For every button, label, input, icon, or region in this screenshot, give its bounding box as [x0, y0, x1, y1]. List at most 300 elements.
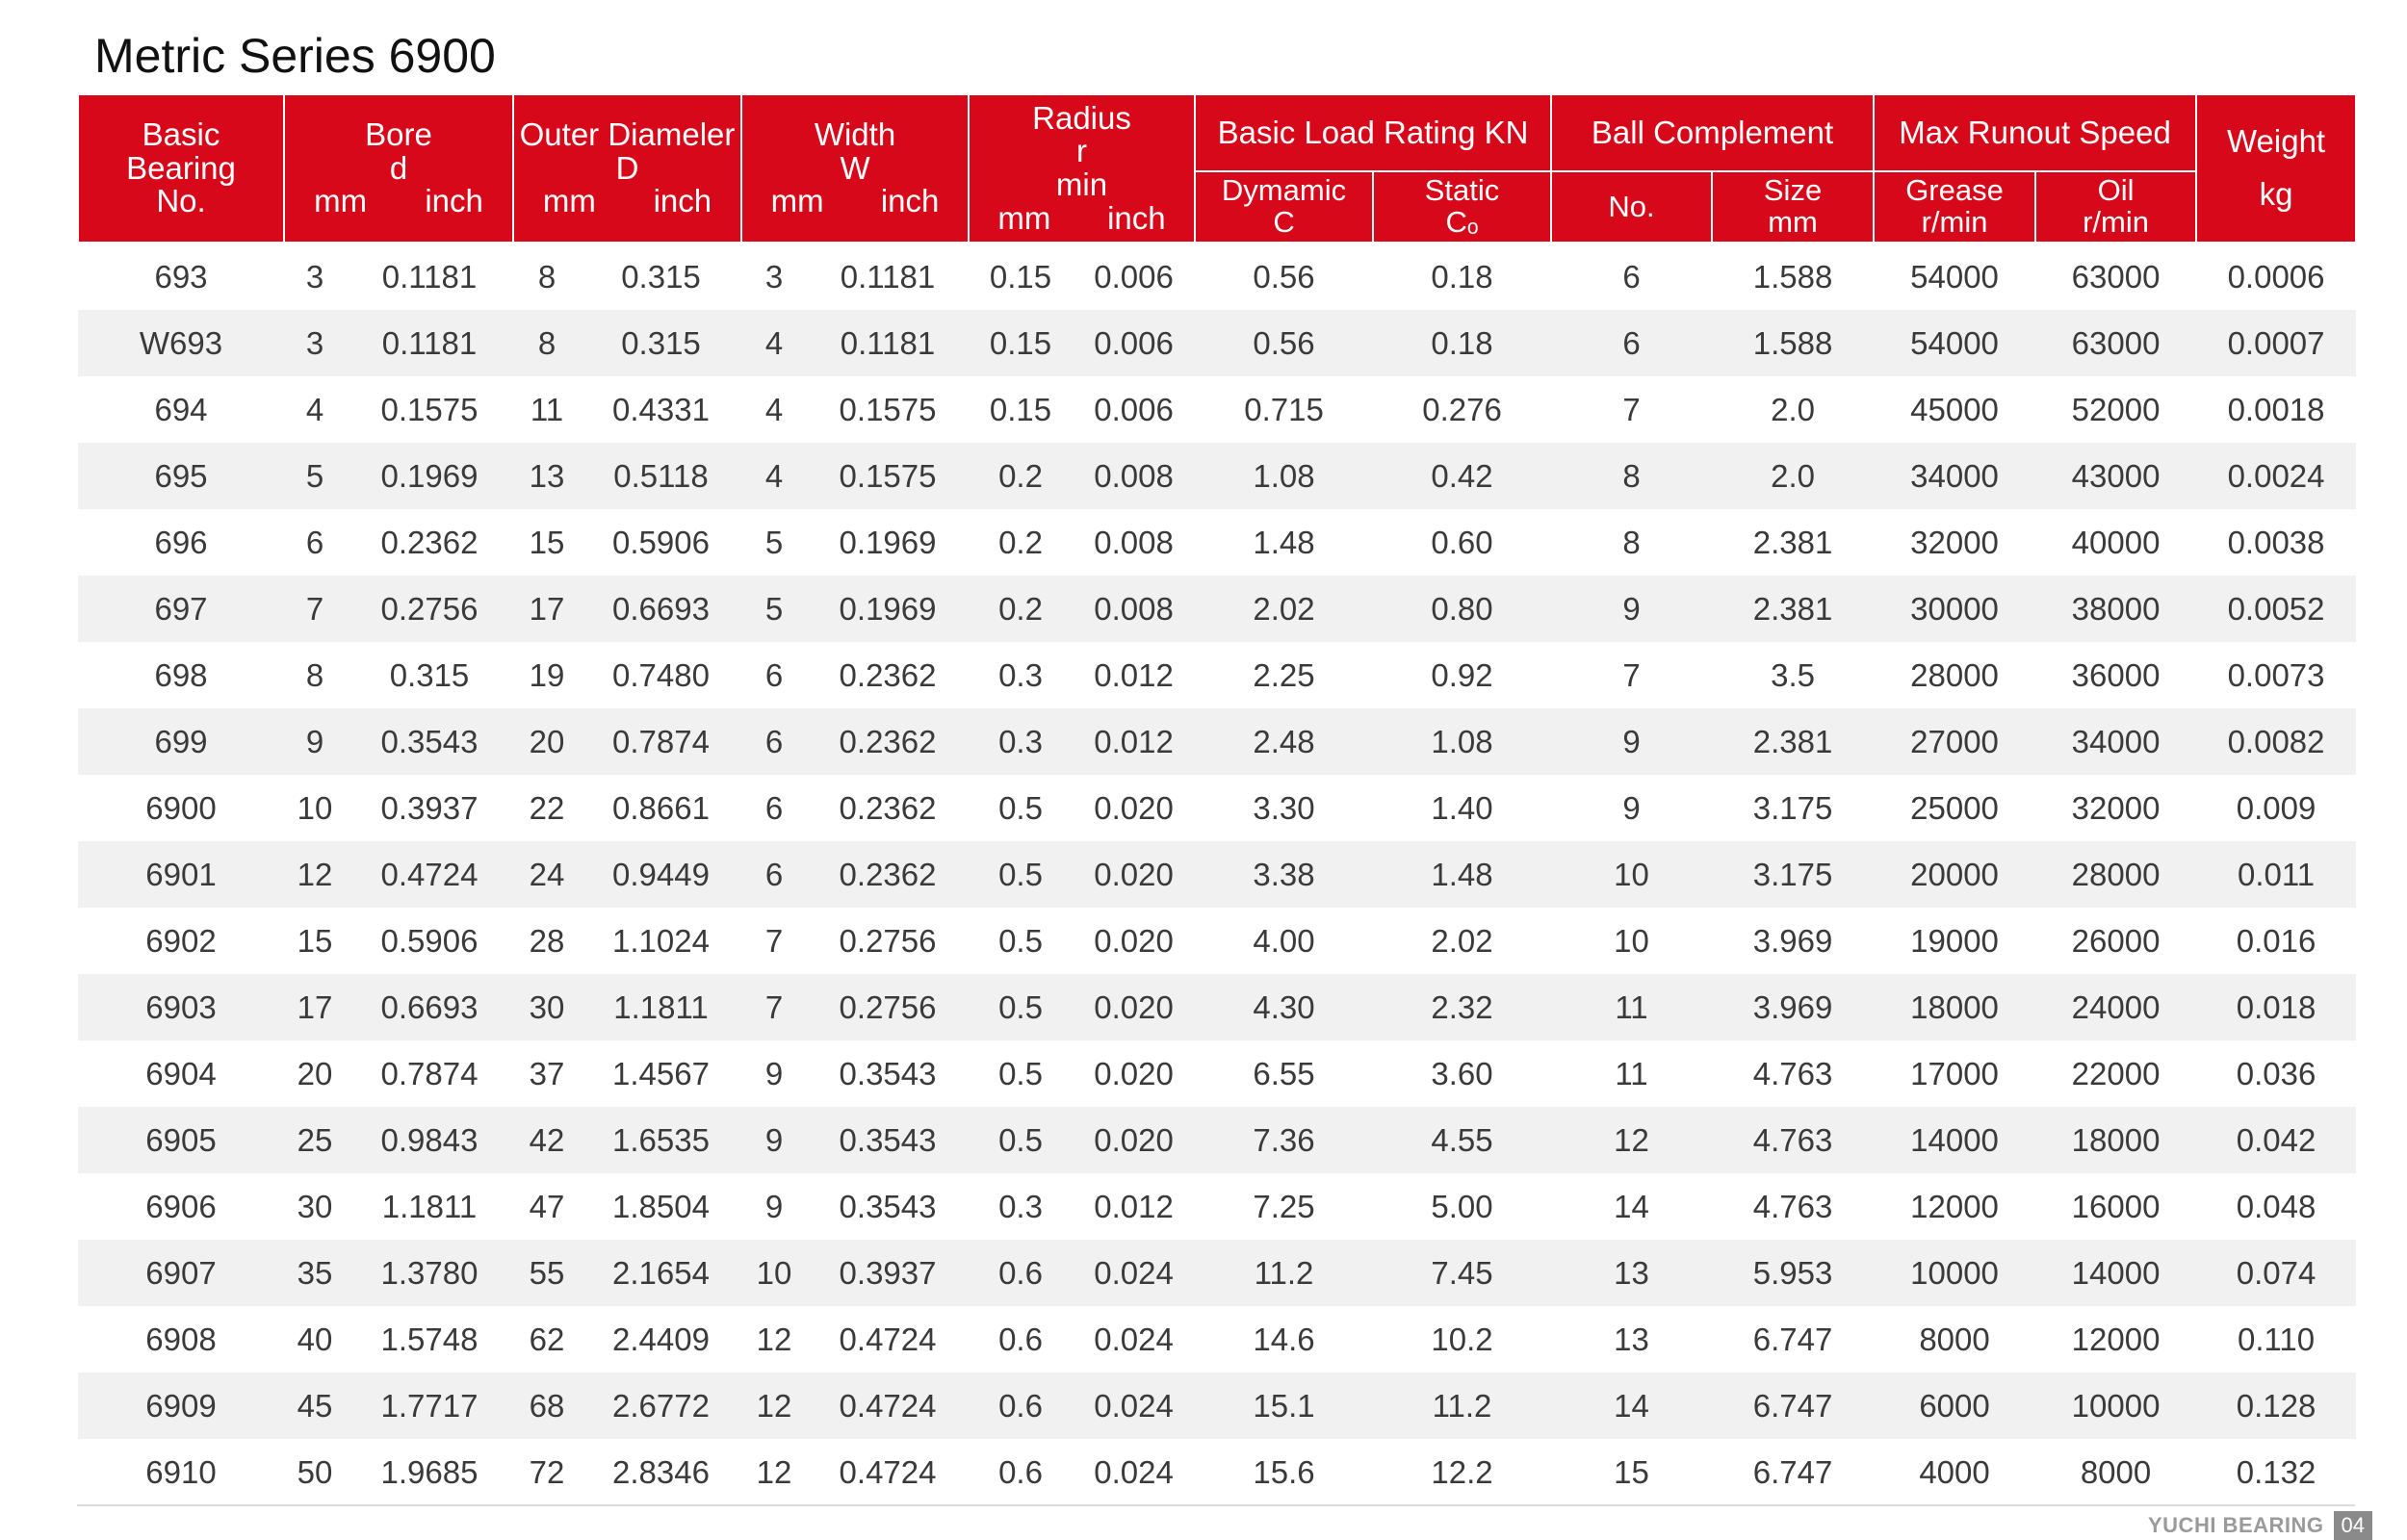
cell-oil-speed: 32000	[2071, 789, 2161, 826]
cell-radius-inch: 0.020	[1094, 1055, 1174, 1091]
cell-grease-speed: 27000	[1874, 708, 2035, 775]
cell-dynamic-load: 15.6	[1253, 1453, 1315, 1490]
cell-radius-inch: 0.024	[1073, 1373, 1195, 1439]
cell-dynamic-load: 6.55	[1253, 1055, 1315, 1091]
cell-grease-speed: 18000	[1874, 974, 2035, 1040]
cell-outer-mm: 68	[513, 1373, 581, 1439]
cell-width-mm: 4	[764, 391, 784, 427]
cell-outer-mm: 24	[513, 841, 581, 908]
cell-ball-count: 6	[1551, 310, 1712, 376]
cell-bore-mm: 9	[284, 708, 346, 775]
cell-bearing-no: 6908	[145, 1321, 217, 1357]
cell-oil-speed: 22000	[2071, 1055, 2161, 1091]
header-max-speed: Max Runout Speed	[1874, 94, 2196, 171]
cell-grease-speed: 19000	[1910, 922, 1999, 959]
cell-oil-speed: 18000	[2035, 1107, 2196, 1173]
cell-static-load: 7.45	[1373, 1240, 1551, 1306]
cell-outer-inch: 2.6772	[581, 1373, 741, 1439]
cell-dynamic-load: 15.1	[1195, 1373, 1373, 1439]
cell-grease-speed: 28000	[1910, 656, 1999, 693]
cell-outer-inch: 0.315	[581, 310, 741, 376]
cell-outer-mm: 13	[513, 443, 581, 509]
cell-radius-inch: 0.020	[1073, 841, 1195, 908]
cell-grease-speed: 12000	[1910, 1188, 1999, 1224]
cell-oil-speed: 8000	[2080, 1453, 2152, 1490]
cell-grease-speed: 30000	[1874, 576, 2035, 642]
cell-bore-mm: 50	[297, 1453, 333, 1490]
header-dynamic: Dymamic C	[1195, 171, 1373, 243]
cell-bore-inch: 0.1181	[346, 310, 513, 376]
cell-outer-mm: 22	[529, 789, 565, 826]
table-row	[78, 1306, 2356, 1373]
cell-bore-mm: 15	[297, 922, 333, 959]
cell-bore-mm: 35	[284, 1240, 346, 1306]
cell-outer-mm: 8	[537, 258, 556, 295]
cell-grease-speed: 45000	[1910, 391, 1999, 427]
cell-width-inch: 0.1181	[807, 310, 969, 376]
cell-width-inch: 0.1969	[839, 524, 937, 560]
cell-weight: 0.011	[2196, 841, 2356, 908]
cell-width-inch: 0.2362	[839, 789, 937, 826]
cell-ball-count: 14	[1551, 1373, 1712, 1439]
cell-width-mm: 12	[741, 1373, 807, 1439]
cell-bore-mm: 10	[297, 789, 333, 826]
cell-static-load: 2.32	[1373, 974, 1551, 1040]
cell-radius-inch: 0.008	[1094, 524, 1174, 560]
cell-outer-inch: 0.4331	[612, 391, 710, 427]
table-row	[78, 1107, 2356, 1173]
cell-bore-inch: 0.1969	[346, 443, 513, 509]
cell-weight: 0.110	[2237, 1321, 2316, 1357]
cell-oil-speed: 36000	[2071, 656, 2161, 693]
header-basic-bearing: Basic Bearing No.	[78, 94, 284, 243]
cell-bore-mm: 12	[284, 841, 346, 908]
cell-bore-inch: 1.1811	[381, 1188, 478, 1224]
cell-width-inch: 0.2756	[839, 922, 937, 959]
cell-dynamic-load: 4.00	[1253, 922, 1315, 959]
cell-radius-mm: 0.2	[969, 443, 1073, 509]
cell-ball-size: 2.381	[1712, 708, 1874, 775]
cell-static-load: 0.18	[1373, 310, 1551, 376]
cell-ball-size: 3.969	[1752, 922, 1833, 959]
table-row	[78, 310, 2356, 376]
table-row	[78, 642, 2356, 708]
table-row	[78, 576, 2356, 642]
cell-width-inch: 0.2756	[807, 974, 969, 1040]
cell-radius-inch: 0.020	[1094, 922, 1174, 959]
cell-static-load: 1.48	[1373, 841, 1551, 908]
header-outer-diameter: Outer Diameler D mm inch	[513, 94, 741, 243]
cell-bearing-no: 697	[78, 576, 284, 642]
header-static: Static Cₒ	[1373, 171, 1551, 243]
cell-oil-speed: 16000	[2071, 1188, 2161, 1224]
cell-outer-mm: 55	[513, 1240, 581, 1306]
cell-bearing-no: 6909	[78, 1373, 284, 1439]
cell-weight: 0.128	[2196, 1373, 2356, 1439]
cell-outer-mm: 11	[530, 391, 564, 427]
cell-width-inch: 0.4724	[839, 1453, 937, 1490]
cell-width-mm: 6	[741, 708, 807, 775]
cell-ball-count: 7	[1622, 391, 1641, 427]
cell-outer-mm: 20	[513, 708, 581, 775]
cell-width-inch: 0.2362	[807, 841, 969, 908]
cell-radius-mm: 0.15	[989, 391, 1052, 427]
cell-outer-inch: 0.5118	[581, 443, 741, 509]
cell-radius-inch: 0.020	[1073, 974, 1195, 1040]
cell-outer-mm: 15	[529, 524, 565, 560]
cell-ball-size: 1.588	[1712, 310, 1874, 376]
cell-ball-count: 9	[1551, 708, 1712, 775]
cell-oil-speed: 26000	[2071, 922, 2161, 959]
cell-width-inch: 0.1575	[807, 443, 969, 509]
cell-ball-size: 6.747	[1712, 1373, 1874, 1439]
cell-outer-inch: 1.6535	[581, 1107, 741, 1173]
cell-radius-inch: 0.006	[1094, 391, 1174, 427]
cell-bore-mm: 8	[305, 656, 324, 693]
cell-oil-speed: 28000	[2035, 841, 2196, 908]
header-ball-size: Size mm	[1712, 171, 1874, 243]
cell-bearing-no: 695	[78, 443, 284, 509]
cell-bore-mm: 7	[284, 576, 346, 642]
cell-radius-mm: 0.15	[969, 310, 1073, 376]
cell-oil-speed: 10000	[2035, 1373, 2196, 1439]
cell-oil-speed: 34000	[2035, 708, 2196, 775]
cell-dynamic-load: 11.2	[1195, 1240, 1373, 1306]
cell-ball-count: 8	[1622, 524, 1641, 560]
cell-grease-speed: 10000	[1874, 1240, 2035, 1306]
cell-ball-size: 3.5	[1771, 656, 1815, 693]
cell-ball-size: 5.953	[1712, 1240, 1874, 1306]
cell-weight: 0.048	[2236, 1188, 2316, 1224]
cell-ball-count: 11	[1615, 1055, 1648, 1091]
cell-width-inch: 0.1575	[839, 391, 937, 427]
cell-radius-inch: 0.020	[1073, 1107, 1195, 1173]
cell-bearing-no: 6904	[145, 1055, 217, 1091]
cell-width-inch: 0.1181	[840, 258, 936, 295]
cell-static-load: 0.80	[1373, 576, 1551, 642]
cell-bearing-no: 696	[154, 524, 208, 560]
cell-bearing-no: 6901	[78, 841, 284, 908]
cell-outer-inch: 2.1654	[581, 1240, 741, 1306]
cell-radius-inch: 0.024	[1073, 1240, 1195, 1306]
cell-width-inch: 0.4724	[807, 1373, 969, 1439]
cell-bore-inch: 0.3543	[346, 708, 513, 775]
header-weight: Weight kg	[2196, 94, 2356, 243]
cell-radius-mm: 0.5	[998, 1055, 1043, 1091]
cell-ball-size: 2.0	[1712, 443, 1874, 509]
cell-outer-inch: 0.315	[621, 258, 701, 295]
cell-radius-mm: 0.5	[998, 789, 1043, 826]
cell-ball-size: 2.381	[1712, 576, 1874, 642]
cell-radius-mm: 0.3	[998, 1188, 1043, 1224]
cell-bore-mm: 6	[305, 524, 324, 560]
cell-width-mm: 6	[741, 841, 807, 908]
cell-radius-mm: 0.2	[969, 576, 1073, 642]
table-row	[78, 376, 2356, 443]
cell-width-mm: 7	[764, 922, 784, 959]
cell-weight: 0.0024	[2196, 443, 2356, 509]
cell-bore-inch: 0.1575	[380, 391, 479, 427]
cell-radius-inch: 0.006	[1073, 310, 1195, 376]
cell-weight: 0.0073	[2227, 656, 2325, 693]
cell-radius-mm: 0.5	[998, 922, 1043, 959]
cell-ball-size: 4.763	[1752, 1188, 1833, 1224]
cell-width-mm: 9	[741, 1107, 807, 1173]
cell-radius-mm: 0.15	[989, 258, 1052, 295]
cell-ball-count: 14	[1614, 1188, 1649, 1224]
cell-outer-inch: 2.8346	[612, 1453, 710, 1490]
cell-static-load: 1.40	[1431, 789, 1493, 826]
cell-static-load: 3.60	[1431, 1055, 1493, 1091]
cell-outer-inch: 1.1024	[612, 922, 710, 959]
cell-grease-speed: 54000	[1874, 310, 2035, 376]
cell-weight: 0.036	[2236, 1055, 2316, 1091]
page-title: Metric Series 6900	[94, 29, 496, 83]
cell-grease-speed: 54000	[1910, 258, 1999, 295]
cell-ball-size: 1.588	[1752, 258, 1833, 295]
cell-bearing-no: 699	[78, 708, 284, 775]
cell-weight: 0.0038	[2227, 524, 2325, 560]
cell-bearing-no: 6905	[78, 1107, 284, 1173]
cell-width-inch: 0.4724	[839, 1321, 937, 1357]
cell-weight: 0.0006	[2227, 258, 2325, 295]
cell-bore-inch: 1.3780	[346, 1240, 513, 1306]
cell-oil-speed: 14000	[2035, 1240, 2196, 1306]
cell-radius-inch: 0.024	[1094, 1321, 1174, 1357]
cell-static-load: 1.08	[1373, 708, 1551, 775]
cell-width-mm: 10	[741, 1240, 807, 1306]
cell-radius-mm: 0.6	[998, 1321, 1043, 1357]
header-radius: Radius r min mm inch	[969, 94, 1195, 243]
cell-ball-count: 15	[1614, 1453, 1649, 1490]
cell-bore-mm: 4	[305, 391, 324, 427]
cell-width-mm: 5	[764, 524, 784, 560]
bottom-rule	[77, 1504, 2355, 1506]
cell-bore-inch: 0.9843	[346, 1107, 513, 1173]
cell-weight: 0.132	[2236, 1453, 2316, 1490]
cell-ball-count: 12	[1551, 1107, 1712, 1173]
cell-dynamic-load: 3.30	[1253, 789, 1315, 826]
table-row	[78, 908, 2356, 974]
cell-outer-mm: 19	[529, 656, 565, 693]
cell-bore-mm: 20	[297, 1055, 333, 1091]
cell-ball-count: 6	[1622, 258, 1641, 295]
cell-ball-size: 6.747	[1752, 1453, 1833, 1490]
cell-dynamic-load: 1.08	[1195, 443, 1373, 509]
cell-grease-speed: 4000	[1919, 1453, 1990, 1490]
cell-dynamic-load: 1.48	[1253, 524, 1315, 560]
cell-weight: 0.0018	[2227, 391, 2325, 427]
cell-outer-mm: 42	[513, 1107, 581, 1173]
table-row	[78, 1439, 2356, 1505]
cell-bore-inch: 1.7717	[346, 1373, 513, 1439]
cell-static-load: 2.02	[1431, 922, 1493, 959]
cell-static-load: 5.00	[1431, 1188, 1493, 1224]
cell-dynamic-load: 0.715	[1244, 391, 1324, 427]
cell-outer-mm: 62	[529, 1321, 565, 1357]
cell-dynamic-load: 2.48	[1195, 708, 1373, 775]
cell-bore-mm: 5	[284, 443, 346, 509]
cell-outer-mm: 30	[513, 974, 581, 1040]
cell-grease-speed: 20000	[1874, 841, 2035, 908]
cell-bore-inch: 0.3937	[380, 789, 479, 826]
cell-width-mm: 9	[764, 1055, 784, 1091]
cell-outer-mm: 47	[529, 1188, 565, 1224]
cell-bore-inch: 0.2756	[346, 576, 513, 642]
cell-radius-inch: 0.008	[1073, 443, 1195, 509]
cell-radius-inch: 0.012	[1094, 1188, 1174, 1224]
cell-static-load: 4.55	[1373, 1107, 1551, 1173]
cell-bore-inch: 0.6693	[346, 974, 513, 1040]
table-row	[78, 775, 2356, 841]
cell-bearing-no: 6902	[145, 922, 217, 959]
cell-radius-inch: 0.006	[1094, 258, 1174, 295]
cell-width-mm: 4	[741, 310, 807, 376]
cell-static-load: 0.60	[1431, 524, 1493, 560]
header-bore: Bore d mm inch	[284, 94, 513, 243]
table-row	[78, 1040, 2356, 1107]
cell-ball-size: 2.381	[1752, 524, 1833, 560]
cell-ball-count: 13	[1614, 1321, 1649, 1357]
cell-width-mm: 12	[756, 1321, 792, 1357]
cell-bearing-no: 6907	[78, 1240, 284, 1306]
cell-bore-inch: 0.7874	[380, 1055, 479, 1091]
cell-ball-size: 6.747	[1752, 1321, 1833, 1357]
cell-bearing-no: 6903	[78, 974, 284, 1040]
table-row	[78, 509, 2356, 576]
cell-ball-size: 3.175	[1712, 841, 1874, 908]
cell-static-load: 12.2	[1431, 1453, 1493, 1490]
cell-bearing-no: 6906	[145, 1188, 217, 1224]
cell-bore-inch: 0.315	[389, 656, 470, 693]
bearing-spec-table	[77, 93, 2357, 1505]
cell-radius-mm: 0.5	[969, 974, 1073, 1040]
cell-outer-mm: 17	[513, 576, 581, 642]
cell-outer-inch: 1.1811	[581, 974, 741, 1040]
cell-bearing-no: W693	[78, 310, 284, 376]
cell-ball-size: 3.969	[1712, 974, 1874, 1040]
cell-radius-mm: 0.6	[969, 1373, 1073, 1439]
cell-bore-mm: 25	[284, 1107, 346, 1173]
cell-oil-speed: 43000	[2035, 443, 2196, 509]
cell-outer-mm: 28	[529, 922, 565, 959]
cell-dynamic-load: 2.25	[1253, 656, 1315, 693]
cell-outer-inch: 1.4567	[612, 1055, 710, 1091]
table-row	[78, 443, 2356, 509]
cell-grease-speed: 17000	[1910, 1055, 1999, 1091]
cell-outer-mm: 8	[513, 310, 581, 376]
cell-weight: 0.0007	[2196, 310, 2356, 376]
cell-width-inch: 0.3543	[839, 1055, 937, 1091]
cell-weight: 0.0082	[2196, 708, 2356, 775]
cell-width-mm: 12	[756, 1453, 792, 1490]
cell-oil-speed: 40000	[2071, 524, 2161, 560]
page-footer	[2148, 1511, 2372, 1540]
cell-ball-count: 10	[1551, 841, 1712, 908]
cell-width-inch: 0.3543	[807, 1107, 969, 1173]
cell-dynamic-load: 0.56	[1195, 310, 1373, 376]
cell-ball-size: 3.175	[1752, 789, 1833, 826]
cell-bearing-no: 6900	[145, 789, 217, 826]
table-row	[78, 841, 2356, 908]
cell-radius-mm: 0.6	[998, 1453, 1043, 1490]
cell-width-inch: 0.3543	[839, 1188, 937, 1224]
cell-oil-speed: 52000	[2071, 391, 2161, 427]
cell-outer-inch: 0.6693	[581, 576, 741, 642]
cell-ball-count: 7	[1622, 656, 1641, 693]
cell-dynamic-load: 14.6	[1253, 1321, 1315, 1357]
cell-radius-mm: 0.2	[998, 524, 1043, 560]
header-width: Width W mm inch	[741, 94, 969, 243]
cell-bore-mm: 3	[284, 310, 346, 376]
cell-bearing-no: 6910	[145, 1453, 217, 1490]
cell-bore-inch: 1.9685	[380, 1453, 479, 1490]
cell-bearing-no: 693	[154, 258, 208, 295]
cell-weight: 0.0052	[2196, 576, 2356, 642]
cell-weight: 0.016	[2236, 922, 2316, 959]
cell-width-mm: 5	[741, 576, 807, 642]
cell-ball-count: 11	[1551, 974, 1712, 1040]
cell-grease-speed: 32000	[1910, 524, 1999, 560]
cell-radius-inch: 0.020	[1094, 789, 1174, 826]
cell-dynamic-load: 0.56	[1253, 258, 1315, 295]
cell-radius-mm: 0.5	[969, 1107, 1073, 1173]
cell-dynamic-load: 7.25	[1253, 1188, 1315, 1224]
cell-ball-count: 10	[1614, 922, 1649, 959]
cell-weight: 0.018	[2196, 974, 2356, 1040]
cell-oil-speed: 63000	[2035, 310, 2196, 376]
cell-outer-inch: 0.7480	[612, 656, 710, 693]
cell-radius-inch: 0.012	[1073, 708, 1195, 775]
cell-weight: 0.074	[2196, 1240, 2356, 1306]
cell-bore-inch: 1.5748	[380, 1321, 479, 1357]
cell-oil-speed: 24000	[2035, 974, 2196, 1040]
cell-oil-speed: 63000	[2071, 258, 2161, 295]
cell-ball-count: 8	[1551, 443, 1712, 509]
brand-name: YUCHI BEARING	[2148, 1513, 2324, 1537]
cell-outer-mm: 37	[529, 1055, 565, 1091]
cell-bore-mm: 17	[284, 974, 346, 1040]
cell-width-mm: 3	[764, 258, 784, 295]
cell-weight: 0.009	[2236, 789, 2316, 826]
cell-ball-size: 4.763	[1712, 1107, 1874, 1173]
cell-radius-mm: 0.3	[998, 656, 1043, 693]
header-ball-complement: Ball Complement	[1551, 94, 1874, 171]
cell-radius-mm: 0.5	[969, 841, 1073, 908]
cell-grease-speed: 6000	[1874, 1373, 2035, 1439]
cell-width-mm: 4	[741, 443, 807, 509]
cell-bore-mm: 30	[297, 1188, 333, 1224]
table-row	[78, 708, 2356, 775]
table-row	[78, 1240, 2356, 1306]
cell-ball-size: 4.763	[1752, 1055, 1833, 1091]
cell-ball-count: 13	[1551, 1240, 1712, 1306]
cell-grease-speed: 34000	[1874, 443, 2035, 509]
table-row	[78, 974, 2356, 1040]
cell-width-inch: 0.2362	[839, 656, 937, 693]
cell-radius-inch: 0.012	[1094, 656, 1174, 693]
cell-ball-count: 9	[1622, 789, 1641, 826]
cell-outer-inch: 2.4409	[612, 1321, 710, 1357]
cell-bore-inch: 0.1181	[381, 258, 478, 295]
cell-oil-speed: 12000	[2071, 1321, 2161, 1357]
cell-bore-mm: 3	[305, 258, 324, 295]
cell-grease-speed: 14000	[1874, 1107, 2035, 1173]
header-grease: Grease r/min	[1874, 171, 2035, 243]
cell-radius-mm: 0.3	[969, 708, 1073, 775]
table-row	[78, 243, 2356, 310]
cell-width-mm: 6	[764, 789, 784, 826]
